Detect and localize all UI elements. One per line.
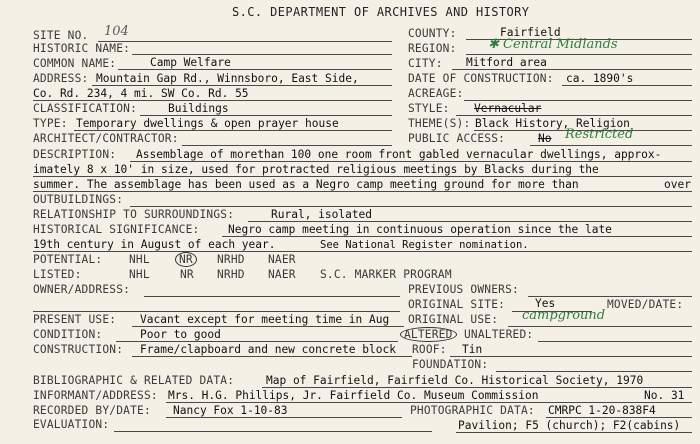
- date-construction-line: [562, 85, 692, 86]
- recorded-value: Nancy Fox 1-10-83: [173, 404, 288, 417]
- common-name-value: Camp Welfare: [150, 56, 231, 69]
- public-access-label: PUBLIC ACCESS:: [408, 132, 506, 145]
- original-use-label: ORIGINAL USE:: [408, 313, 499, 326]
- potential-naer: NAER: [268, 253, 296, 266]
- description-line3: summer. The assemblage has been used as a Negro camp meeting ground for more than: [33, 178, 579, 191]
- informant-line: [166, 402, 692, 403]
- site-no-value: 104: [104, 24, 129, 39]
- altered-circled: ALTERED: [400, 327, 457, 342]
- present-use-label: PRESENT USE:: [33, 313, 117, 326]
- city-line: [452, 69, 692, 70]
- potential-nrhd: NRHD: [217, 253, 245, 266]
- foundation-label: FOUNDATION:: [412, 358, 489, 371]
- acreage-label: ACREAGE:: [408, 87, 464, 100]
- foundation-line: [496, 371, 692, 372]
- address-line2: Co. Rd. 234, 4 mi. SW Co. Rd. 55: [33, 87, 249, 100]
- photographic-line2-rule: [456, 432, 692, 433]
- present-use-line: [132, 326, 404, 327]
- type-value: Temporary dwellings & open prayer house: [76, 117, 339, 130]
- owner-address-line2: [33, 311, 400, 312]
- construction-label: CONSTRUCTION:: [33, 343, 124, 356]
- significance-line2-rule: [33, 251, 692, 252]
- county-value: Fairfield: [500, 26, 561, 39]
- listed-label: LISTED:: [33, 268, 82, 281]
- photographic-line: [546, 417, 692, 418]
- acreage-line: [464, 100, 692, 101]
- common-name-line: [118, 69, 392, 70]
- historic-name-line: [132, 54, 392, 55]
- region-value: ✱ Central Midlands: [488, 37, 618, 52]
- style-label: STYLE:: [408, 102, 450, 115]
- architect-line: [182, 145, 392, 146]
- style-value: Vernacular: [474, 102, 542, 115]
- photographic-value: CMRPC 1-20-838F4: [548, 404, 656, 417]
- owner-address-label: OWNER/ADDRESS:: [33, 283, 131, 296]
- unaltered-line: [538, 341, 692, 342]
- outbuildings-line: [130, 206, 692, 207]
- roof-value: Tin: [462, 343, 483, 356]
- informant-no: No. 31: [644, 389, 685, 402]
- listed-nr: NR: [180, 268, 194, 281]
- relationship-line: [248, 221, 692, 222]
- present-use-value: Vacant except for meeting time in Aug: [140, 313, 390, 326]
- site-no-label: SITE NO.: [33, 29, 89, 42]
- public-access-line: [530, 145, 692, 146]
- potential-label: POTENTIAL:: [33, 253, 103, 266]
- informant-label: INFORMANT/ADDRESS:: [33, 389, 158, 402]
- outbuildings-label: OUTBUILDINGS:: [33, 193, 124, 206]
- region-line: [466, 54, 692, 55]
- recorded-line: [166, 417, 402, 418]
- informant-value: Mrs. H.G. Phillips, Jr. Fairfield Co. Museum Commission: [168, 389, 539, 402]
- common-name-label: COMMON NAME:: [33, 57, 117, 70]
- region-label: REGION:: [408, 42, 457, 55]
- owner-address-line: [144, 296, 400, 297]
- significance-line1-rule: [222, 236, 692, 237]
- card-title: S.C. DEPARTMENT OF ARCHIVES AND HISTORY: [232, 5, 530, 19]
- city-label: CITY:: [408, 57, 443, 70]
- public-access-handwritten: Restricted: [565, 127, 634, 142]
- previous-owners-label: PREVIOUS OWNERS:: [408, 283, 519, 296]
- classification-label: CLASSIFICATION:: [33, 102, 138, 115]
- address-line2-rule: [33, 100, 392, 101]
- city-value: Mitford area: [466, 56, 547, 69]
- description-line2: imately 8 x 10' in size, used for protracted religious meetings by Blacks during the: [33, 163, 599, 176]
- roof-line: [450, 356, 692, 357]
- potential-nhl: NHL: [129, 253, 150, 266]
- significance-line1: Negro camp meeting in continuous operation since the late: [228, 223, 612, 236]
- site-no-line: [98, 41, 392, 42]
- description-over: over: [664, 178, 691, 191]
- photographic-line2: Pavilion; F5 (church); F2(cabins): [458, 419, 681, 432]
- roof-label: ROOF:: [412, 343, 447, 356]
- type-line: [74, 130, 392, 131]
- marker-program: S.C. MARKER PROGRAM: [320, 268, 452, 281]
- condition-value: Poor to good: [140, 328, 221, 341]
- listed-nrhd: NRHD: [217, 268, 245, 281]
- original-site-label: ORIGINAL SITE:: [408, 298, 506, 311]
- address-line1-rule: [92, 85, 392, 86]
- date-construction-value: ca. 1890's: [566, 72, 634, 85]
- relationship-label: RELATIONSHIP TO SURROUNDINGS:: [33, 208, 235, 221]
- relationship-value: Rural, isolated: [271, 208, 373, 221]
- construction-line: [132, 356, 412, 357]
- evaluation-line: [114, 431, 432, 432]
- listed-naer: NAER: [268, 268, 296, 281]
- condition-line: [116, 341, 398, 342]
- themes-label: THEME(S):: [408, 117, 471, 130]
- style-line: [456, 115, 692, 116]
- significance-line2: 19th century in August of each year.: [33, 238, 276, 251]
- original-use-line: [508, 326, 692, 327]
- moved-date-label: MOVED/DATE:: [607, 298, 684, 311]
- original-use-value: campground: [522, 308, 606, 323]
- photographic-label: PHOTOGRAPHIC DATA:: [410, 404, 535, 417]
- address-label: ADDRESS:: [33, 72, 89, 85]
- historic-name-label: HISTORIC NAME:: [33, 42, 131, 55]
- description-line2-rule: [33, 176, 692, 177]
- potential-nr-circled: NR: [175, 252, 197, 267]
- address-line1: Mountain Gap Rd., Winnsboro, East Side,: [96, 72, 359, 85]
- themes-value: Black History, Religion: [475, 117, 630, 130]
- county-label: COUNTY:: [408, 27, 457, 40]
- bibliographic-value: Map of Fairfield, Fairfield Co. Historical Society, 1970: [266, 374, 644, 387]
- bibliographic-label: BIBLIOGRAPHIC & RELATED DATA:: [33, 374, 235, 387]
- architect-label: ARCHITECT/CONTRACTOR:: [33, 132, 179, 145]
- description-line3-rule: [33, 191, 692, 192]
- description-label: DESCRIPTION:: [33, 148, 117, 161]
- recorded-label: RECORDED BY/DATE:: [33, 404, 151, 417]
- evaluation-label: EVALUATION:: [33, 418, 110, 431]
- original-site-value: Yes: [535, 297, 556, 310]
- classification-value: Buildings: [168, 102, 229, 115]
- significance-label: HISTORICAL SIGNIFICANCE:: [33, 223, 200, 236]
- significance-note: See National Register nomination.: [320, 239, 529, 251]
- region-value-text: Central Midlands: [503, 37, 618, 52]
- public-access-typed: No: [538, 132, 552, 145]
- construction-value: Frame/clapboard and new concrete block: [140, 343, 396, 356]
- type-label: TYPE:: [33, 117, 68, 130]
- listed-nhl: NHL: [129, 268, 150, 281]
- description-line1: Assemblage of morethan 100 one room front gabled vernacular dwellings, approx-: [136, 148, 662, 161]
- description-line1-rule: [130, 161, 692, 162]
- classification-line: [140, 115, 392, 116]
- unaltered-label: UNALTERED:: [464, 328, 534, 341]
- condition-label: CONDITION:: [33, 328, 103, 341]
- bibliographic-line: [262, 387, 692, 388]
- date-construction-label: DATE OF CONSTRUCTION:: [408, 72, 554, 85]
